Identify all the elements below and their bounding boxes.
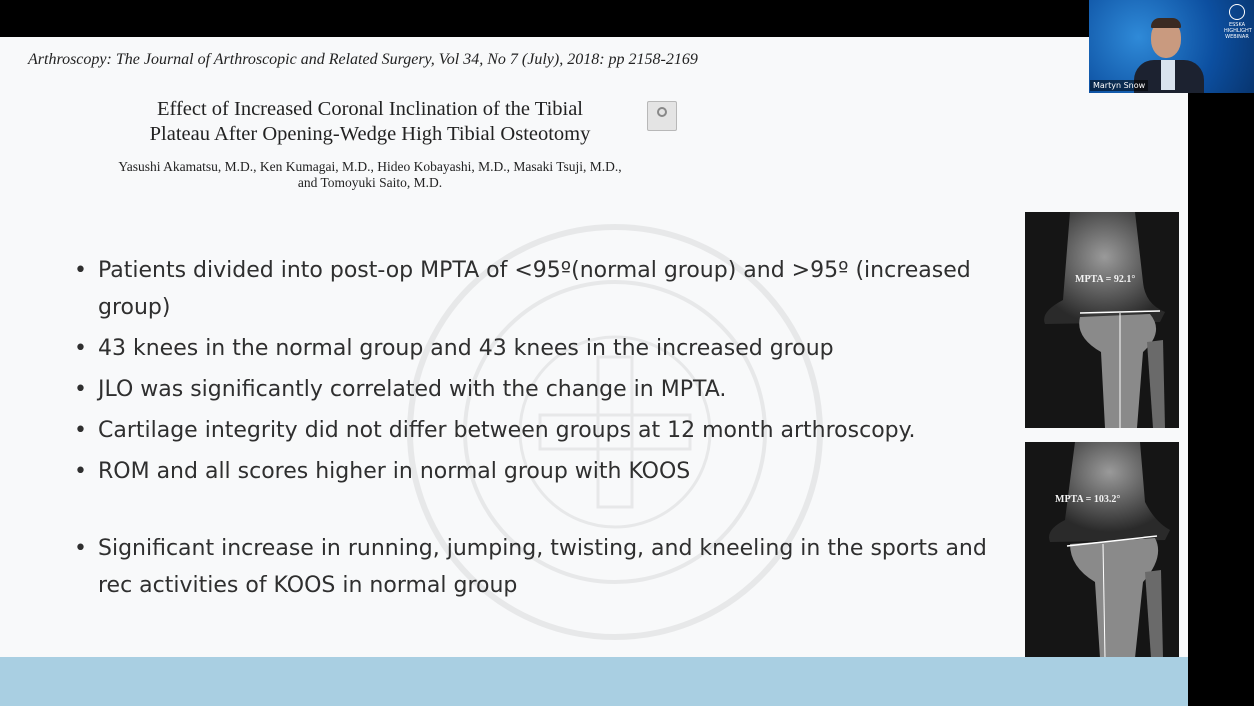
bullet-item: • ROM and all scores higher in normal group with KOOS bbox=[74, 453, 1004, 490]
check-for-updates-icon bbox=[647, 101, 677, 131]
bullet-item: • 43 knees in the normal group and 43 knees in the increased group bbox=[74, 330, 1004, 367]
presenter-webcam[interactable] bbox=[1089, 0, 1254, 93]
logo-line-1: ESSKA bbox=[1228, 22, 1246, 28]
globe-icon bbox=[1229, 4, 1245, 20]
authors-line-1: Yasushi Akamatsu, M.D., Ken Kumagai, M.D., Hideo Kobayashi, M.D., Masaki Tsuji, M.D., bbox=[118, 159, 622, 174]
right-black-bar bbox=[1188, 93, 1254, 706]
journal-citation: Arthroscopy: The Journal of Arthroscopic and Related Surgery, Vol 34, No 7 (July), 2018: pp 2158-2169 bbox=[28, 51, 698, 68]
paper-authors bbox=[60, 159, 680, 191]
knee-xray-increased bbox=[1025, 442, 1179, 658]
esska-logo bbox=[1224, 4, 1250, 40]
bullet-item: • JLO was significantly correlated with the change in MPTA. bbox=[74, 371, 1004, 408]
paper-title-line-2: Plateau After Opening-Wedge High Tibial Osteotomy bbox=[149, 123, 591, 145]
paper-title bbox=[100, 97, 640, 147]
knee-xray-normal bbox=[1025, 212, 1179, 428]
bullet-item: • Significant increase in running, jumping, twisting, and kneeling in the sports and rec activities of KOOS in normal group bbox=[74, 530, 1004, 604]
bullet-list bbox=[74, 252, 1004, 608]
logo-line-2: HIGHLIGHT bbox=[1224, 28, 1252, 34]
paper-title-line-1: Effect of Increased Coronal Inclination of the Tibial bbox=[156, 98, 583, 120]
presenter-name: Martyn Snow bbox=[1090, 80, 1148, 91]
authors-line-2: and Tomoyuki Saito, M.D. bbox=[297, 175, 443, 190]
mpta-label-increased: MPTA = 103.2° bbox=[1055, 494, 1121, 505]
bullet-item: • Patients divided into post-op MPTA of <95º(normal group) and >95º (increased group) bbox=[74, 252, 1004, 326]
presentation-slide bbox=[0, 37, 1188, 706]
bullet-item: • Cartilage integrity did not differ between groups at 12 month arthroscopy. bbox=[74, 412, 1004, 449]
mpta-label-normal: MPTA = 92.1° bbox=[1075, 274, 1136, 285]
slide-footer-band bbox=[0, 657, 1188, 706]
logo-line-3: WEBINAR bbox=[1225, 34, 1249, 40]
